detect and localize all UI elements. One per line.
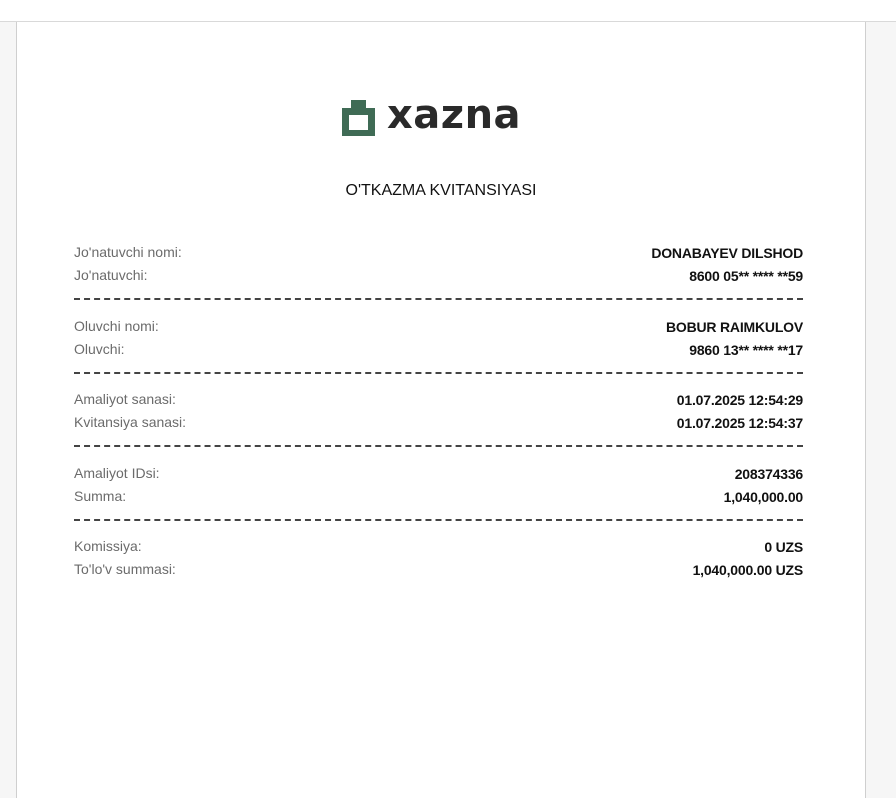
row-value: 208374336 — [734, 466, 803, 482]
dashed-divider — [74, 519, 803, 521]
row-value: 9860 13** **** **17 — [689, 342, 803, 358]
receipt-page — [17, 22, 865, 798]
receipt-title: O'TKAZMA KVITANSIYASI — [345, 182, 537, 199]
receipt-row — [74, 414, 803, 437]
row-label: Amaliyot sanasi: — [74, 391, 176, 407]
brand-name: xazna — [387, 92, 522, 138]
row-value: 0 UZS — [764, 539, 803, 555]
row-value: 1,040,000.00 UZS — [692, 562, 803, 578]
row-value: 8600 05** **** **59 — [689, 268, 803, 284]
row-value: 01.07.2025 12:54:29 — [676, 392, 803, 408]
receipt-row — [74, 465, 803, 488]
dashed-divider — [74, 372, 803, 374]
viewer-top-bar — [0, 0, 896, 22]
receipt-row — [74, 318, 803, 341]
row-value: BOBUR RAIMKULOV — [666, 319, 803, 335]
row-value: DONABAYEV DILSHOD — [651, 245, 803, 261]
receipt-row — [74, 561, 803, 584]
row-value: 1,040,000.00 — [723, 489, 803, 505]
row-label: To'lo'v summasi: — [74, 561, 176, 577]
row-label: Komissiya: — [74, 538, 142, 554]
viewer-right-gutter — [865, 22, 896, 798]
receipt-row — [74, 391, 803, 414]
row-label: Kvitansiya sanasi: — [74, 414, 187, 430]
receipt-row — [74, 341, 803, 364]
viewer-left-gutter — [0, 22, 17, 798]
row-label: Jo'natuvchi: — [74, 267, 148, 283]
row-label: Oluvchi nomi: — [74, 318, 159, 334]
row-label: Amaliyot IDsi: — [74, 465, 160, 481]
receipt-row — [74, 538, 803, 561]
row-label: Jo'natuvchi nomi: — [74, 244, 182, 260]
row-label: Oluvchi: — [74, 341, 125, 357]
receipt-row — [74, 267, 803, 290]
brand-logo — [342, 92, 522, 138]
row-value: 01.07.2025 12:54:37 — [676, 415, 803, 431]
dates-section — [74, 391, 803, 437]
row-label: Summa: — [74, 488, 127, 504]
sender-section — [74, 244, 803, 290]
transaction-section — [74, 465, 803, 511]
wallet-logo-icon — [342, 100, 375, 136]
dashed-divider — [74, 298, 803, 300]
receipt-row — [74, 488, 803, 511]
dashed-divider — [74, 445, 803, 447]
totals-section — [74, 538, 803, 584]
recipient-section — [74, 318, 803, 364]
receipt-row — [74, 244, 803, 267]
